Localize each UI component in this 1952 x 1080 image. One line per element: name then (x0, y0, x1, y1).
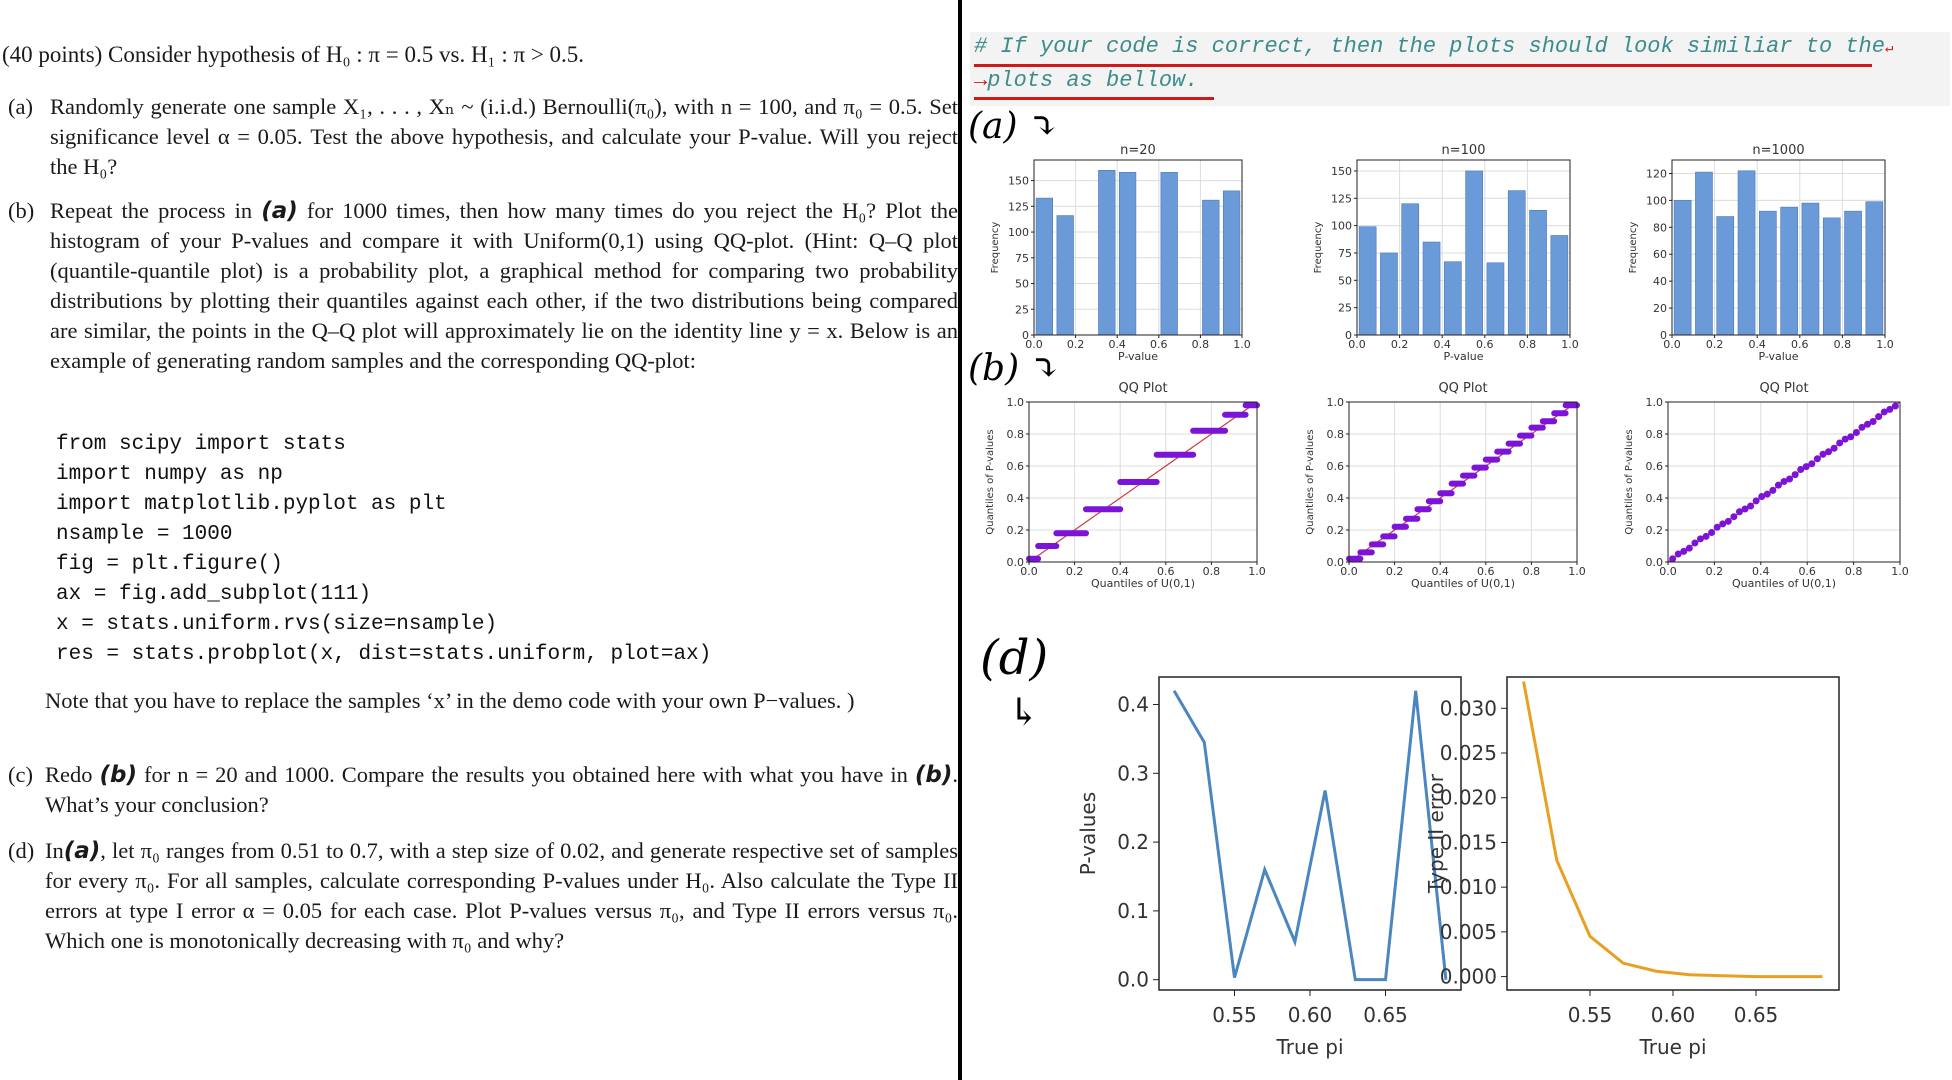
axes-frame (1159, 677, 1461, 990)
question-d-text (45, 836, 958, 956)
histogram-bar (1781, 207, 1798, 335)
y-tick-label: 25 (1015, 303, 1029, 317)
y-axis-label: Quantiles of P-values (1624, 429, 1635, 535)
series-line (1524, 681, 1823, 976)
question-c-post: . What’s your conclusion? (45, 762, 958, 817)
y-tick-label: 60 (1653, 248, 1667, 262)
y-axis-label: Type II error (1424, 774, 1448, 893)
question-b-text (50, 196, 958, 376)
x-axis-label: Quantiles of U(0,1) (1091, 577, 1195, 590)
histogram-bar (1119, 172, 1136, 335)
handwritten-label-b: (b) ⤵ (968, 348, 1061, 389)
x-tick-label: 0.6 (1476, 338, 1494, 351)
qq-point (1875, 413, 1882, 420)
x-tick-label: 1.0 (1561, 338, 1579, 351)
y-tick-label: 1.0 (1006, 396, 1024, 409)
problem-intro: (40 points) Consider hypothesis of H₀ : π = 0.5 vs. H₁ : π > 0.5. (2, 42, 585, 67)
y-tick-label: 0.2 (1326, 524, 1344, 537)
histogram-bar (1466, 171, 1483, 335)
histogram-bar (1161, 172, 1178, 335)
y-tick-label: 0.2 (1117, 830, 1149, 855)
y-tick-label: 0.030 (1439, 696, 1497, 721)
y-tick-label: 0 (1660, 329, 1667, 342)
x-tick-label: 1.0 (1876, 338, 1894, 351)
y-tick-label: 0.6 (1326, 460, 1344, 473)
y-tick-label: 150 (1008, 174, 1029, 188)
question-d-body: , let π₀ ranges from 0.51 to 0.7, with a step size of 0.02, and generate respective set of samples for every π₀. For all samples, calculate corresponding P-values under H₀. Also calculate the Type II errors at type I error α = 0.05 for each case. Plot P-values versus π₀, and Type II errors versus π₀. Which one is monotonically decreasing with π₀ and why? (45, 838, 958, 953)
x-tick-label: 0.65 (1733, 1003, 1779, 1027)
x-tick-label: 0.4 (1431, 565, 1449, 578)
histogram-bar (1823, 218, 1840, 335)
qq-point (1669, 555, 1676, 562)
histogram-bar (1098, 170, 1115, 335)
qq-point (1808, 460, 1815, 467)
qq-point (1708, 529, 1715, 536)
histogram-bar (1674, 200, 1691, 335)
x-tick-label: 0.2 (1390, 338, 1409, 351)
x-tick-label: 1.0 (1233, 338, 1251, 351)
x-tick-label: 0.4 (1752, 565, 1770, 578)
question-a-label: (a) (8, 94, 33, 119)
y-tick-label: 0.025 (1439, 741, 1497, 766)
histogram-bar (1359, 227, 1376, 335)
question-d (2, 836, 958, 956)
y-axis-label: Frequency (1628, 221, 1639, 274)
code-block: from scipy import stats import numpy as np import matplotlib.pyplot as plt nsample = 1000 fig = plt.figure() ax = fig.add_subplot(111) x = stats.uniform.rvs(size=nsample) res = stats.probplot(x, dist=stats.uniform, plot=ax) (56, 433, 712, 666)
histogram-bar (1036, 198, 1053, 335)
histogram-bar (1802, 203, 1819, 335)
qq-point (1853, 429, 1860, 436)
x-tick-label: 0.8 (1522, 565, 1541, 578)
qq-point (1847, 433, 1854, 440)
histogram-bar (1508, 191, 1525, 335)
qq-point (1691, 539, 1698, 546)
y-tick-label: 50 (1015, 277, 1029, 291)
qq-point (1730, 513, 1737, 520)
note-text: Note that you have to replace the samples ‘x’ in the demo code with your own P−values. ) (45, 688, 855, 713)
x-axis-label: Quantiles of U(0,1) (1732, 577, 1836, 590)
x-tick-label: 0.8 (1518, 338, 1537, 351)
x-tick-label: 0.0 (1025, 338, 1043, 351)
histogram-bar (1717, 217, 1734, 335)
y-tick-label: 100 (1331, 219, 1352, 233)
x-tick-label: 0.0 (1348, 338, 1366, 351)
qq-point (1792, 471, 1799, 478)
x-tick-label: 0.55 (1212, 1003, 1257, 1027)
x-tick-label: 0.6 (1798, 565, 1816, 578)
y-tick-label: 0.4 (1006, 492, 1024, 505)
x-tick-label: 0.6 (1477, 565, 1495, 578)
comment-text-1: # If your code is correct, then the plots should look similiar to the (974, 34, 1885, 59)
y-tick-label: 0 (1022, 329, 1029, 342)
question-c-text (45, 760, 958, 820)
qq-point (1831, 445, 1838, 452)
histogram-bar (1738, 171, 1755, 335)
histogram-bar (1759, 211, 1776, 335)
x-tick-label: 0.8 (1191, 338, 1210, 351)
y-tick-label: 0.3 (1117, 761, 1149, 786)
y-axis-label: Quantiles of P-values (1305, 429, 1316, 535)
handwritten-label-a: (a) ⤵ (968, 106, 1060, 147)
y-tick-label: 80 (1653, 221, 1667, 235)
question-a (2, 92, 958, 182)
y-tick-label: 0.0 (1645, 556, 1663, 569)
qq-point (1814, 455, 1821, 462)
question-b-label: (b) (8, 198, 35, 223)
y-tick-label: 125 (1008, 200, 1029, 214)
question-b-body: for 1000 times, then how many times do you reject the H₀? Plot the histogram of your P-values and compare it with Uniform(0,1) using QQ-plot. (Hint: Q–Q plot (quantile-quantile plot) is a probability plot, a graphical method for comparing two probability distributions by plotting their quantiles against each other, if the two distributions being compared are similar, the points in the Q–Q plot will approximately lie on the identity line y = x. Below is an example of generating random samples and the corresponding QQ-plot: (50, 198, 959, 373)
chart-title: n=1000 (1752, 143, 1805, 158)
x-tick-label: 0.0 (1020, 565, 1038, 578)
axes-frame (1507, 677, 1839, 990)
comment-text-2: plots as bellow. (987, 68, 1199, 93)
y-tick-label: 0.2 (1645, 524, 1663, 537)
x-tick-label: 1.0 (1568, 565, 1586, 578)
x-tick-label: 0.55 (1567, 1003, 1613, 1027)
x-tick-label: 0.8 (1202, 565, 1221, 578)
y-tick-label: 0.4 (1326, 492, 1344, 505)
qq-point (1892, 403, 1899, 410)
x-tick-label: 1.0 (1248, 565, 1266, 578)
x-tick-label: 1.0 (1891, 565, 1909, 578)
x-axis-label: True pi (1639, 1035, 1707, 1059)
wrap-marker-icon: ↵ (1884, 41, 1894, 57)
handwritten-arrow-d-icon: ↳ (1008, 690, 1040, 734)
question-c (2, 760, 958, 820)
y-tick-label: 75 (1015, 251, 1029, 265)
qq-point (1786, 476, 1793, 483)
handwritten-label-d: (d) (980, 630, 1049, 686)
x-tick-label: 0.2 (1385, 565, 1404, 578)
chart-title: QQ Plot (1118, 381, 1168, 396)
histogram-bar (1866, 202, 1883, 335)
question-c-pre: Redo (45, 762, 93, 787)
y-tick-label: 0.010 (1439, 875, 1497, 900)
chart-title: QQ Plot (1759, 381, 1809, 396)
qq-point (1747, 502, 1754, 509)
x-tick-label: 0.8 (1844, 565, 1863, 578)
y-tick-label: 0.2 (1006, 524, 1024, 537)
question-b-pre: Repeat the process in (50, 198, 253, 223)
y-tick-label: 0.6 (1645, 460, 1663, 473)
y-tick-label: 0.8 (1006, 428, 1024, 441)
x-tick-label: 0.0 (1659, 565, 1677, 578)
continuation-arrow-icon: → (974, 68, 988, 93)
y-tick-label: 125 (1331, 192, 1352, 206)
y-tick-label: 50 (1338, 274, 1352, 288)
qq-point (1725, 518, 1732, 525)
y-axis-label: Frequency (1313, 221, 1324, 274)
x-tick-label: 0.4 (1433, 338, 1451, 351)
x-tick-label: 0.60 (1650, 1003, 1696, 1027)
y-tick-label: 0.6 (1006, 460, 1024, 473)
histogram-bar (1202, 200, 1219, 335)
chart-title: n=100 (1441, 143, 1486, 158)
y-tick-label: 0.4 (1117, 692, 1149, 717)
problem-text-panel (0, 0, 958, 1080)
histogram-bar (1380, 253, 1397, 335)
x-tick-label: 0.4 (1748, 338, 1766, 351)
y-tick-label: 0.0 (1006, 556, 1024, 569)
histogram-bar (1845, 211, 1862, 335)
notebook-output-panel (962, 0, 1952, 1080)
y-tick-label: 1.0 (1645, 396, 1663, 409)
x-tick-label: 0.6 (1150, 338, 1168, 351)
x-tick-label: 0.60 (1287, 1003, 1333, 1027)
x-tick-label: 0.8 (1833, 338, 1852, 351)
y-tick-label: 0.8 (1645, 428, 1663, 441)
histogram-bar (1223, 191, 1240, 335)
handwritten-ref-a2: (a) (63, 838, 101, 864)
question-d-pre: In (45, 838, 64, 863)
histogram-bar (1402, 204, 1419, 335)
x-tick-label: 0.65 (1363, 1003, 1408, 1027)
x-tick-label: 0.2 (1065, 565, 1084, 578)
qq-point (1870, 418, 1877, 425)
y-tick-label: 0.8 (1326, 428, 1344, 441)
x-axis-label: P-value (1758, 350, 1799, 363)
x-axis-label: P-value (1117, 350, 1159, 363)
y-tick-label: 0.020 (1439, 785, 1497, 810)
histogram-bar (1487, 263, 1504, 335)
y-axis-label: Frequency (990, 221, 1001, 274)
chart-title: n=20 (1120, 143, 1156, 158)
y-tick-label: 40 (1653, 275, 1667, 289)
y-tick-label: 0.005 (1439, 919, 1497, 944)
x-tick-label: 0.4 (1111, 565, 1129, 578)
x-tick-label: 0.6 (1791, 338, 1809, 351)
y-tick-label: 75 (1338, 246, 1352, 260)
y-tick-label: 100 (1008, 226, 1029, 240)
y-tick-label: 25 (1338, 301, 1352, 315)
x-axis-label: Quantiles of U(0,1) (1411, 577, 1515, 590)
y-tick-label: 100 (1646, 194, 1667, 208)
y-tick-label: 0.1 (1117, 898, 1149, 923)
y-tick-label: 0 (1345, 329, 1352, 342)
qq-point (1769, 487, 1776, 494)
x-tick-label: 0.4 (1108, 338, 1126, 351)
handwritten-ref-b: (b) (99, 762, 137, 788)
x-tick-label: 0.0 (1663, 338, 1681, 351)
chart-title: QQ Plot (1438, 381, 1488, 396)
histogram-bar (1444, 262, 1461, 335)
series-line (1174, 691, 1446, 980)
question-a-text: Randomly generate one sample X₁, . . . , Xₙ ~ (i.i.d.) Bernoulli(π₀), with n = 100, and π₀ = 0.5. Set significance level α = 0.05. Test the above hypothesis, and calculate your P-value. Will you reject the H₀? (50, 94, 958, 179)
qq-point (1753, 497, 1760, 504)
x-tick-label: 0.2 (1066, 338, 1085, 351)
y-axis-label: Quantiles of P-values (985, 429, 996, 535)
charts-svg (962, 0, 1952, 1080)
y-axis-label: P-values (1076, 791, 1100, 876)
handwritten-ref-a: (a) (261, 198, 298, 224)
question-c-label: (c) (8, 762, 33, 787)
question-c-mid: for n = 20 and 1000. Compare the results you obtained here with what you have in (144, 762, 908, 787)
y-tick-label: 20 (1653, 302, 1667, 316)
qq-point (1686, 545, 1693, 552)
y-tick-label: 120 (1646, 167, 1667, 181)
x-tick-label: 0.2 (1705, 338, 1724, 351)
y-tick-label: 0.4 (1645, 492, 1663, 505)
histogram-bar (1530, 210, 1547, 335)
question-d-label: (d) (8, 838, 35, 863)
y-tick-label: 1.0 (1326, 396, 1344, 409)
histogram-bar (1551, 235, 1568, 335)
x-axis-label: True pi (1276, 1035, 1344, 1059)
x-axis-label: P-value (1443, 350, 1484, 363)
y-tick-label: 0.015 (1439, 830, 1497, 855)
y-tick-label: 150 (1331, 164, 1352, 178)
y-tick-label: 0.000 (1439, 964, 1497, 989)
x-tick-label: 0.6 (1157, 565, 1175, 578)
x-tick-label: 0.2 (1705, 565, 1724, 578)
y-tick-label: 0.0 (1117, 967, 1149, 992)
handwritten-ref-b2: (b) (914, 762, 953, 788)
histogram-bar (1695, 172, 1712, 335)
histogram-bar (1423, 242, 1440, 335)
x-tick-label: 0.0 (1340, 565, 1358, 578)
histogram-bar (1057, 216, 1074, 335)
y-tick-label: 0.0 (1326, 556, 1344, 569)
question-b (2, 196, 958, 376)
